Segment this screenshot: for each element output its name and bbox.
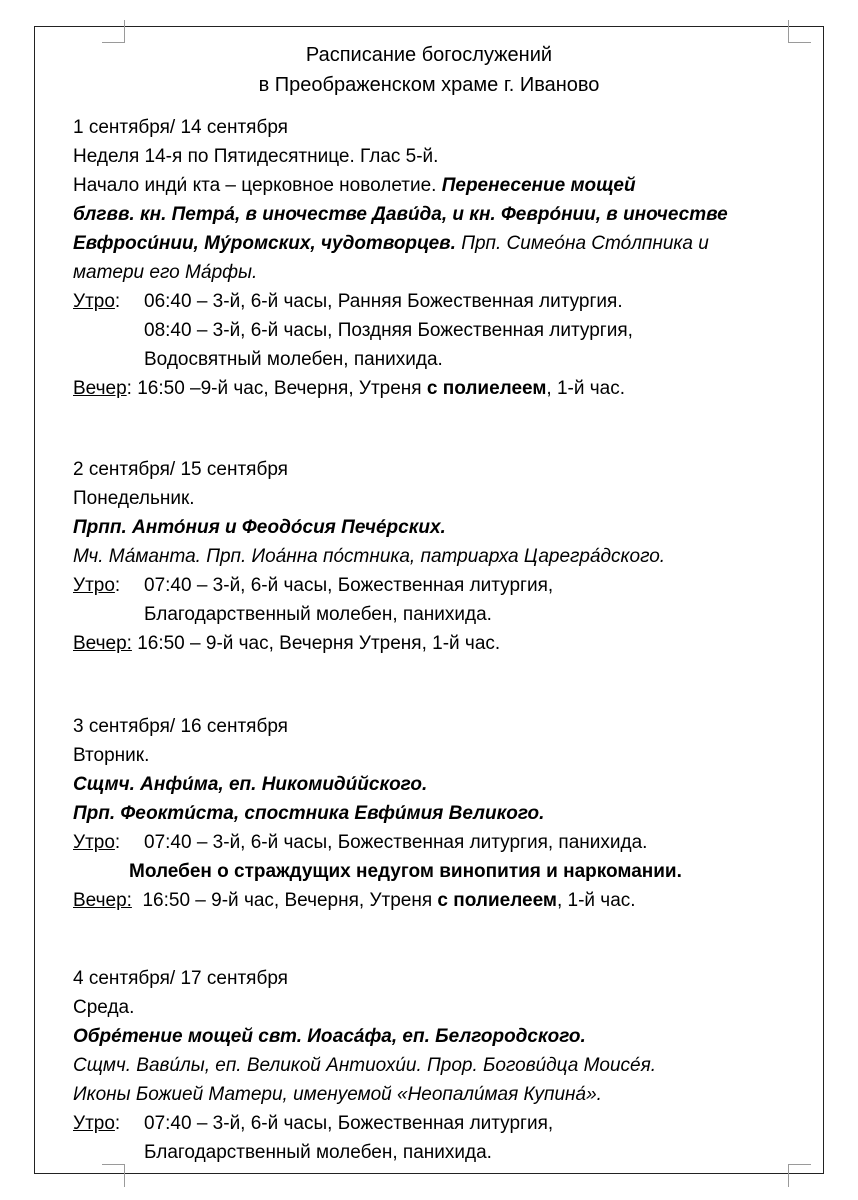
morning-service: Утро: 07:40 – 3-й, 6-й часы, Божественная литургия, <box>73 575 554 596</box>
special-prayer: Молебен о страждущих недугом винопития и наркомании. <box>129 861 682 882</box>
morning-service: Утро: 06:40 – 3-й, 6-й часы, Ранняя Божественная литургия. <box>73 291 623 312</box>
saints-text-italic: Прп. Симео́на Сто́лпника и <box>455 233 709 254</box>
title-line-2: в Преображенском храме г. Иваново <box>258 74 600 96</box>
evening-service: Вечер: 16:50 –9-й час, Вечерня, Утреня с полиелеем, 1-й час. <box>73 378 625 399</box>
feast-text-italic: Перенесение мощей <box>441 175 636 196</box>
day-weekday: Среда. <box>73 997 135 1018</box>
saints-line: Сщмч. Анфи́ма, еп. Никомиди́йского. <box>73 774 428 795</box>
crop-mark-bottom-left <box>102 1164 125 1187</box>
day-date: 3 сентября/ 16 сентября <box>73 716 288 737</box>
crop-mark-bottom-right <box>788 1164 811 1187</box>
day-block-1 <box>73 113 803 403</box>
day-date: 2 сентября/ 15 сентября <box>73 459 288 480</box>
saints-line: Мч. Ма́манта. Прп. Иоа́нна по́стника, патриарха Царегра́дского. <box>73 546 666 567</box>
morning-service: Утро: 07:40 – 3-й, 6-й часы, Божественная литургия, <box>73 1113 554 1134</box>
saints-text-bold: Евфроси́нии, Му́ромских, чудотворцев. <box>73 233 456 254</box>
saints-line: Сщмч. Вави́лы, еп. Великой Антиохи́и. Прор. Богови́дца Моисе́я. <box>73 1055 657 1076</box>
evening-label: Вечер <box>73 378 127 399</box>
day-date: 1 сентября/ 14 сентября <box>73 117 288 138</box>
day-date: 4 сентября/ 17 сентября <box>73 968 288 989</box>
evening-label: Вечер: <box>73 890 132 911</box>
morning-service-cont: Водосвятный молебен, панихида. <box>144 349 443 370</box>
document-title <box>0 40 858 100</box>
morning-service-cont: 08:40 – 3-й, 6-й часы, Поздняя Божественная литургия, <box>144 320 633 341</box>
morning-label: Утро <box>73 1113 115 1134</box>
saints-line: Иконы Божией Матери, именуемой «Неопали́мая Купина́». <box>73 1084 602 1105</box>
day-block-3 <box>73 712 803 915</box>
saints-line <box>73 229 803 258</box>
saints-line <box>73 171 803 200</box>
morning-label: Утро <box>73 575 115 596</box>
day-block-4 <box>73 964 803 1167</box>
evening-label: Вечер: <box>73 633 132 654</box>
morning-label: Утро <box>73 291 115 312</box>
saints-line: Обре́тение мощей свт. Иоаса́фа, еп. Белгородского. <box>73 1026 586 1047</box>
saints-line: матери его Ма́рфы. <box>73 262 258 283</box>
morning-service-cont: Благодарственный молебен, панихида. <box>144 1142 492 1163</box>
morning-time: 06:40 – 3-й, 6-й часы, Ранняя Божественная литургия. <box>144 291 623 312</box>
title-line-1: Расписание богослужений <box>305 44 553 66</box>
day-block-2 <box>73 455 803 658</box>
saints-line: блгвв. кн. Петра́, в иночестве Дави́да, и кн. Февро́нии, в иночестве <box>73 204 728 225</box>
feast-text: Начало инди́ кта – церковное новолетие. <box>73 175 442 196</box>
day-weekday: Вторник. <box>73 745 150 766</box>
evening-service: Вечер: 16:50 – 9-й час, Вечерня Утреня, 1-й час. <box>73 633 501 654</box>
morning-service-cont: Благодарственный молебен, панихида. <box>144 604 492 625</box>
evening-service: Вечер: 16:50 – 9-й час, Вечерня, Утреня с полиелеем, 1-й час. <box>73 890 636 911</box>
morning-label: Утро <box>73 832 115 853</box>
day-weekday: Понедельник. <box>73 488 195 509</box>
saints-line: Прпп. Анто́ния и Феодо́сия Пече́рских. <box>73 517 446 538</box>
morning-service: Утро: 07:40 – 3-й, 6-й часы, Божественная литургия, панихида. <box>73 832 648 853</box>
saints-line: Прп. Феокти́ста, спостника Евфи́мия Великого. <box>73 803 545 824</box>
day-weekday: Неделя 14-я по Пятидесятнице. Глас 5-й. <box>73 146 439 167</box>
